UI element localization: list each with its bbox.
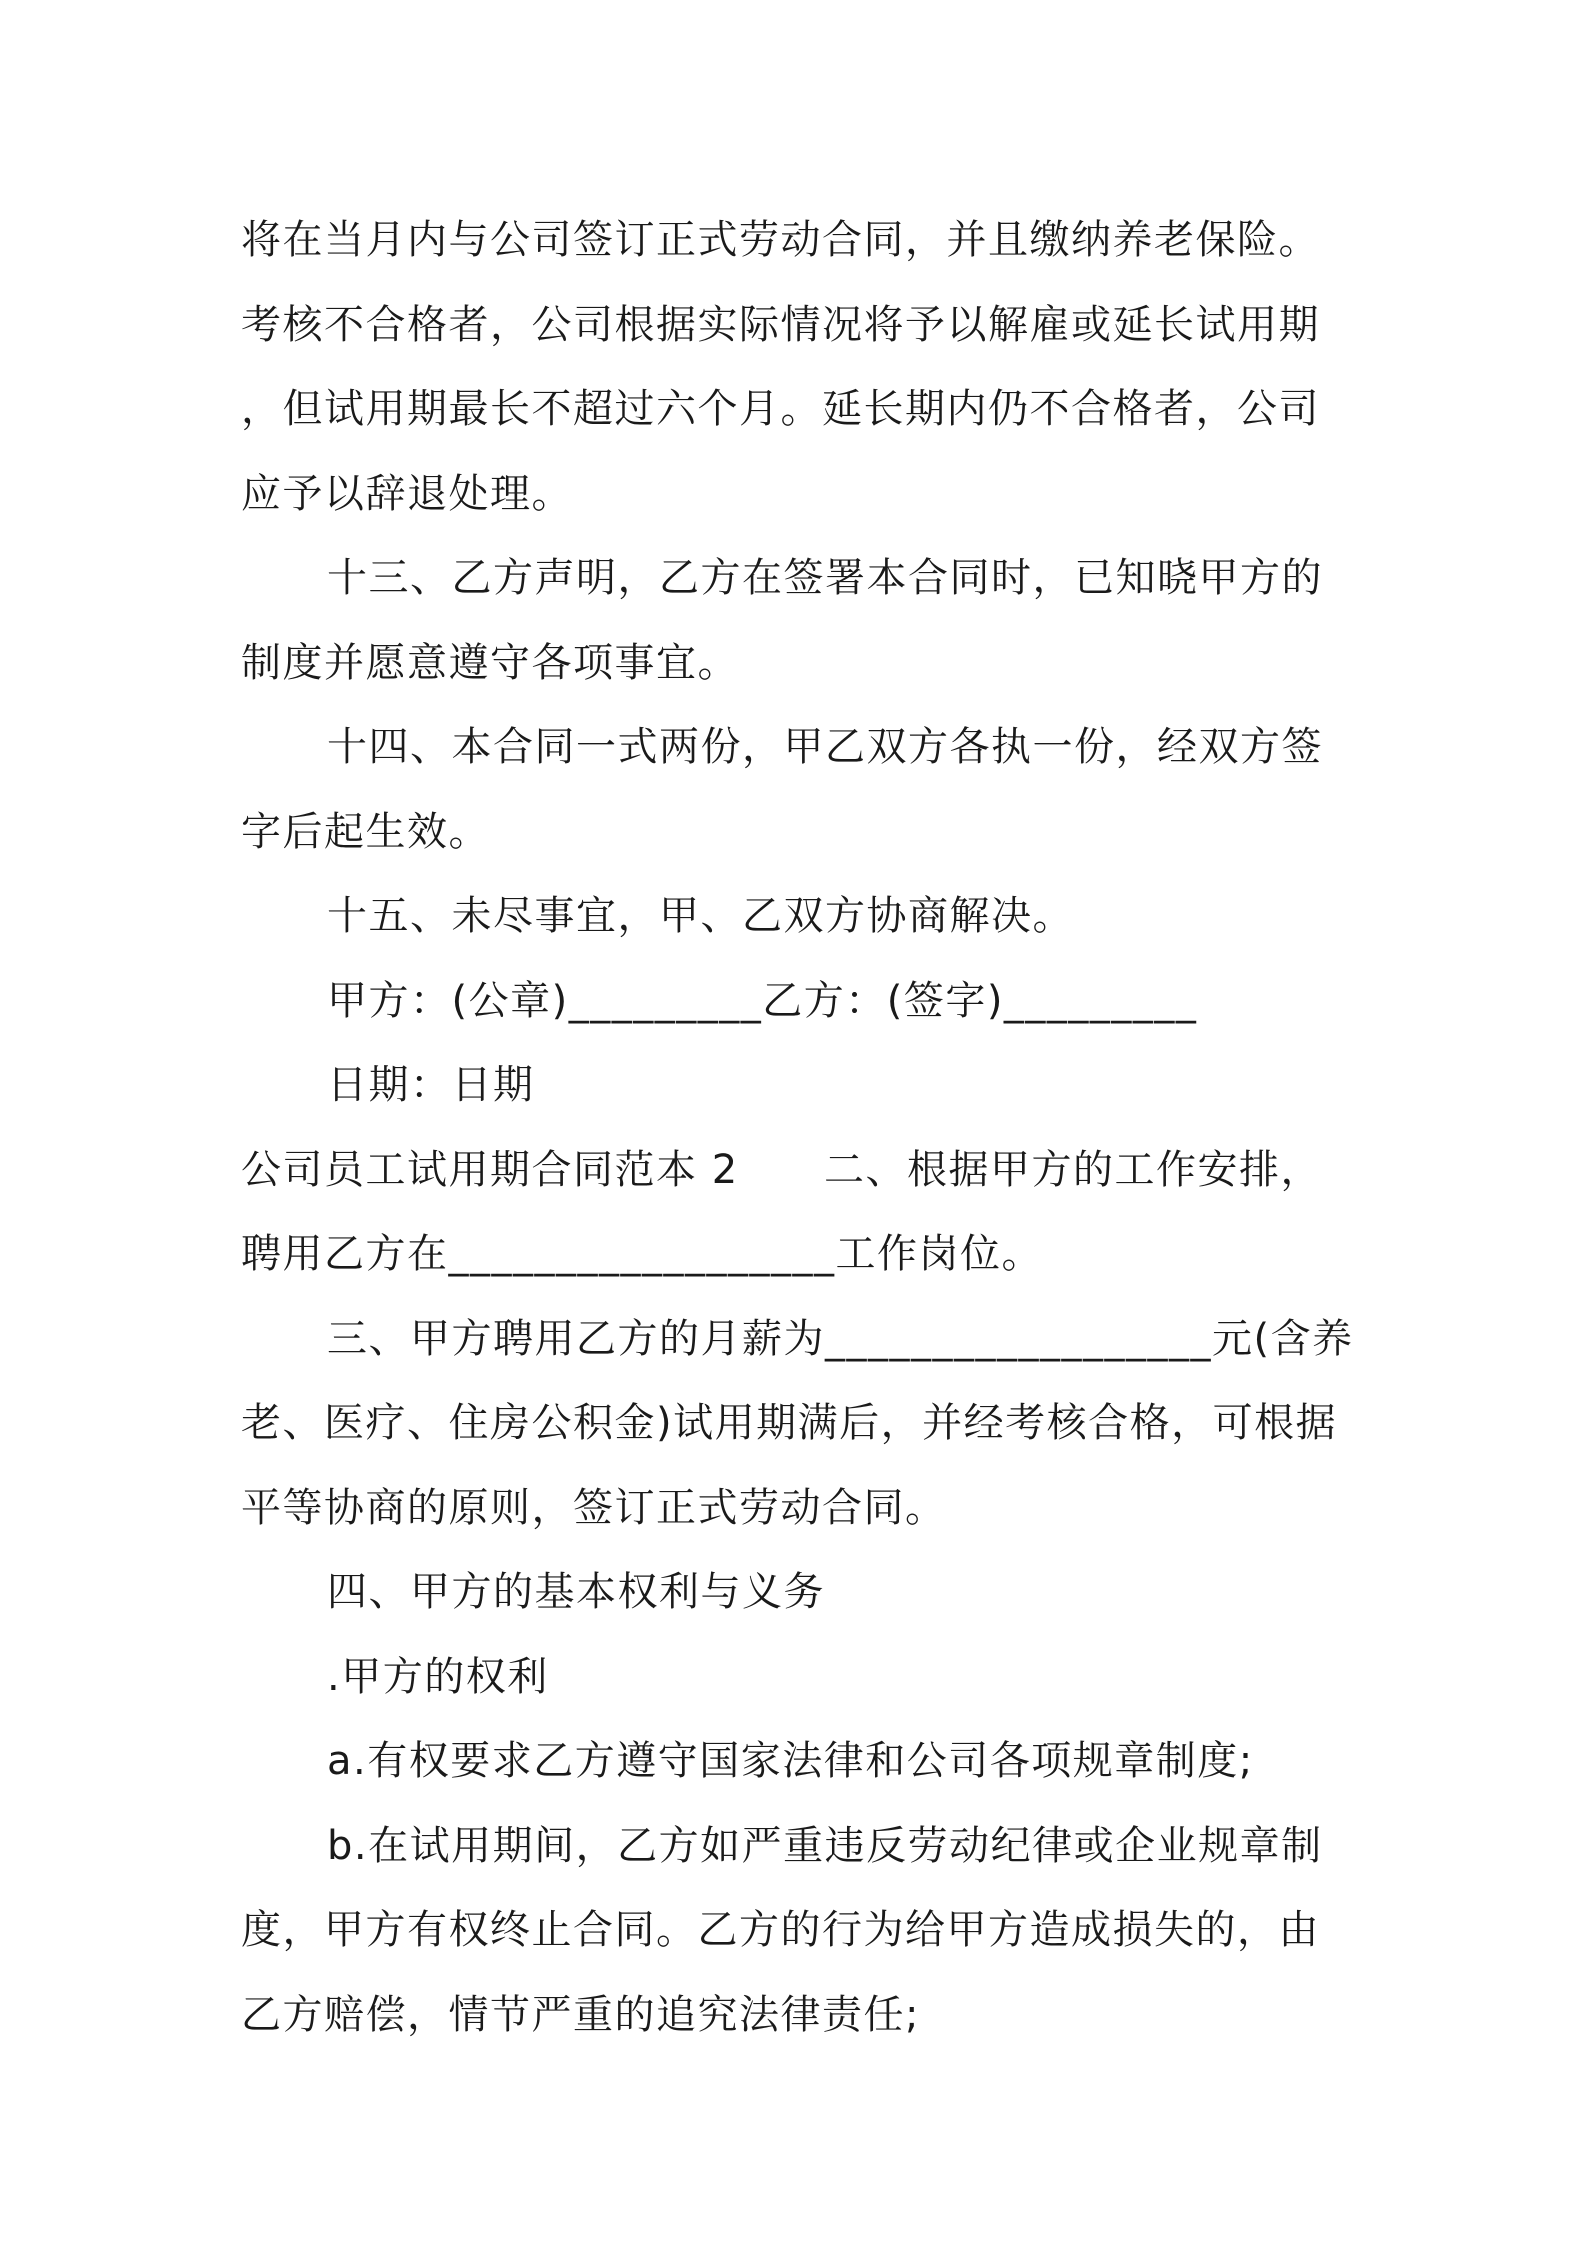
section-title-line: 公司员工试用期合同范本 2 二、根据甲方的工作安排，: [241, 1146, 1322, 1193]
clause-15-line: 十五、未尽事宜，甲、乙双方协商解决。: [327, 893, 1074, 939]
clause-14-line: 十四、本合同一式两份，甲乙双方各执一份，经双方签: [327, 724, 1323, 770]
date-line: 日期：日期: [327, 1062, 535, 1108]
clause-3-line: 三、甲方聘用乙方的月薪为__________________元(含养: [327, 1315, 1354, 1362]
text-line: 将在当月内与公司签订正式劳动合同，并且缴纳养老保险。: [241, 217, 1320, 263]
text-line: ，但试用期最长不超过六个月。延长期内仍不合格者，公司: [241, 386, 1320, 432]
subheading-line: .甲方的权利: [327, 1653, 549, 1700]
text-line: 字后起生效。: [241, 808, 490, 855]
text-line: 制度并愿意遵守各项事宜。: [241, 639, 739, 686]
text-line: 应予以辞退处理。: [241, 470, 573, 517]
text-line: 聘用乙方在__________________工作岗位。: [241, 1231, 1043, 1277]
item-b-line: b.在试用期间，乙方如严重违反劳动纪律或企业规章制: [327, 1822, 1323, 1869]
text-line: 老、医疗、住房公积金)试用期满后，并经考核合格，可根据: [241, 1400, 1338, 1446]
text-line: 度，甲方有权终止合同。乙方的行为给甲方造成损失的，由: [241, 1907, 1320, 1953]
text-line: 乙方赔偿，情节严重的追究法律责任;: [241, 1991, 920, 2038]
document-body: [241, 198, 1361, 2057]
signature-line: 甲方：(公章)_________乙方：(签字)_________: [327, 977, 1198, 1024]
text-line: 考核不合格者，公司根据实际情况将予以解雇或延长试用期: [241, 301, 1320, 348]
clause-13-line: 十三、乙方声明，乙方在签署本合同时，已知晓甲方的: [327, 555, 1323, 601]
item-a-line: a.有权要求乙方遵守国家法律和公司各项规章制度;: [327, 1738, 1254, 1784]
clause-4-heading: 四、甲方的基本权利与义务: [327, 1569, 825, 1615]
text-line: 平等协商的原则，签订正式劳动合同。: [241, 1484, 947, 1531]
